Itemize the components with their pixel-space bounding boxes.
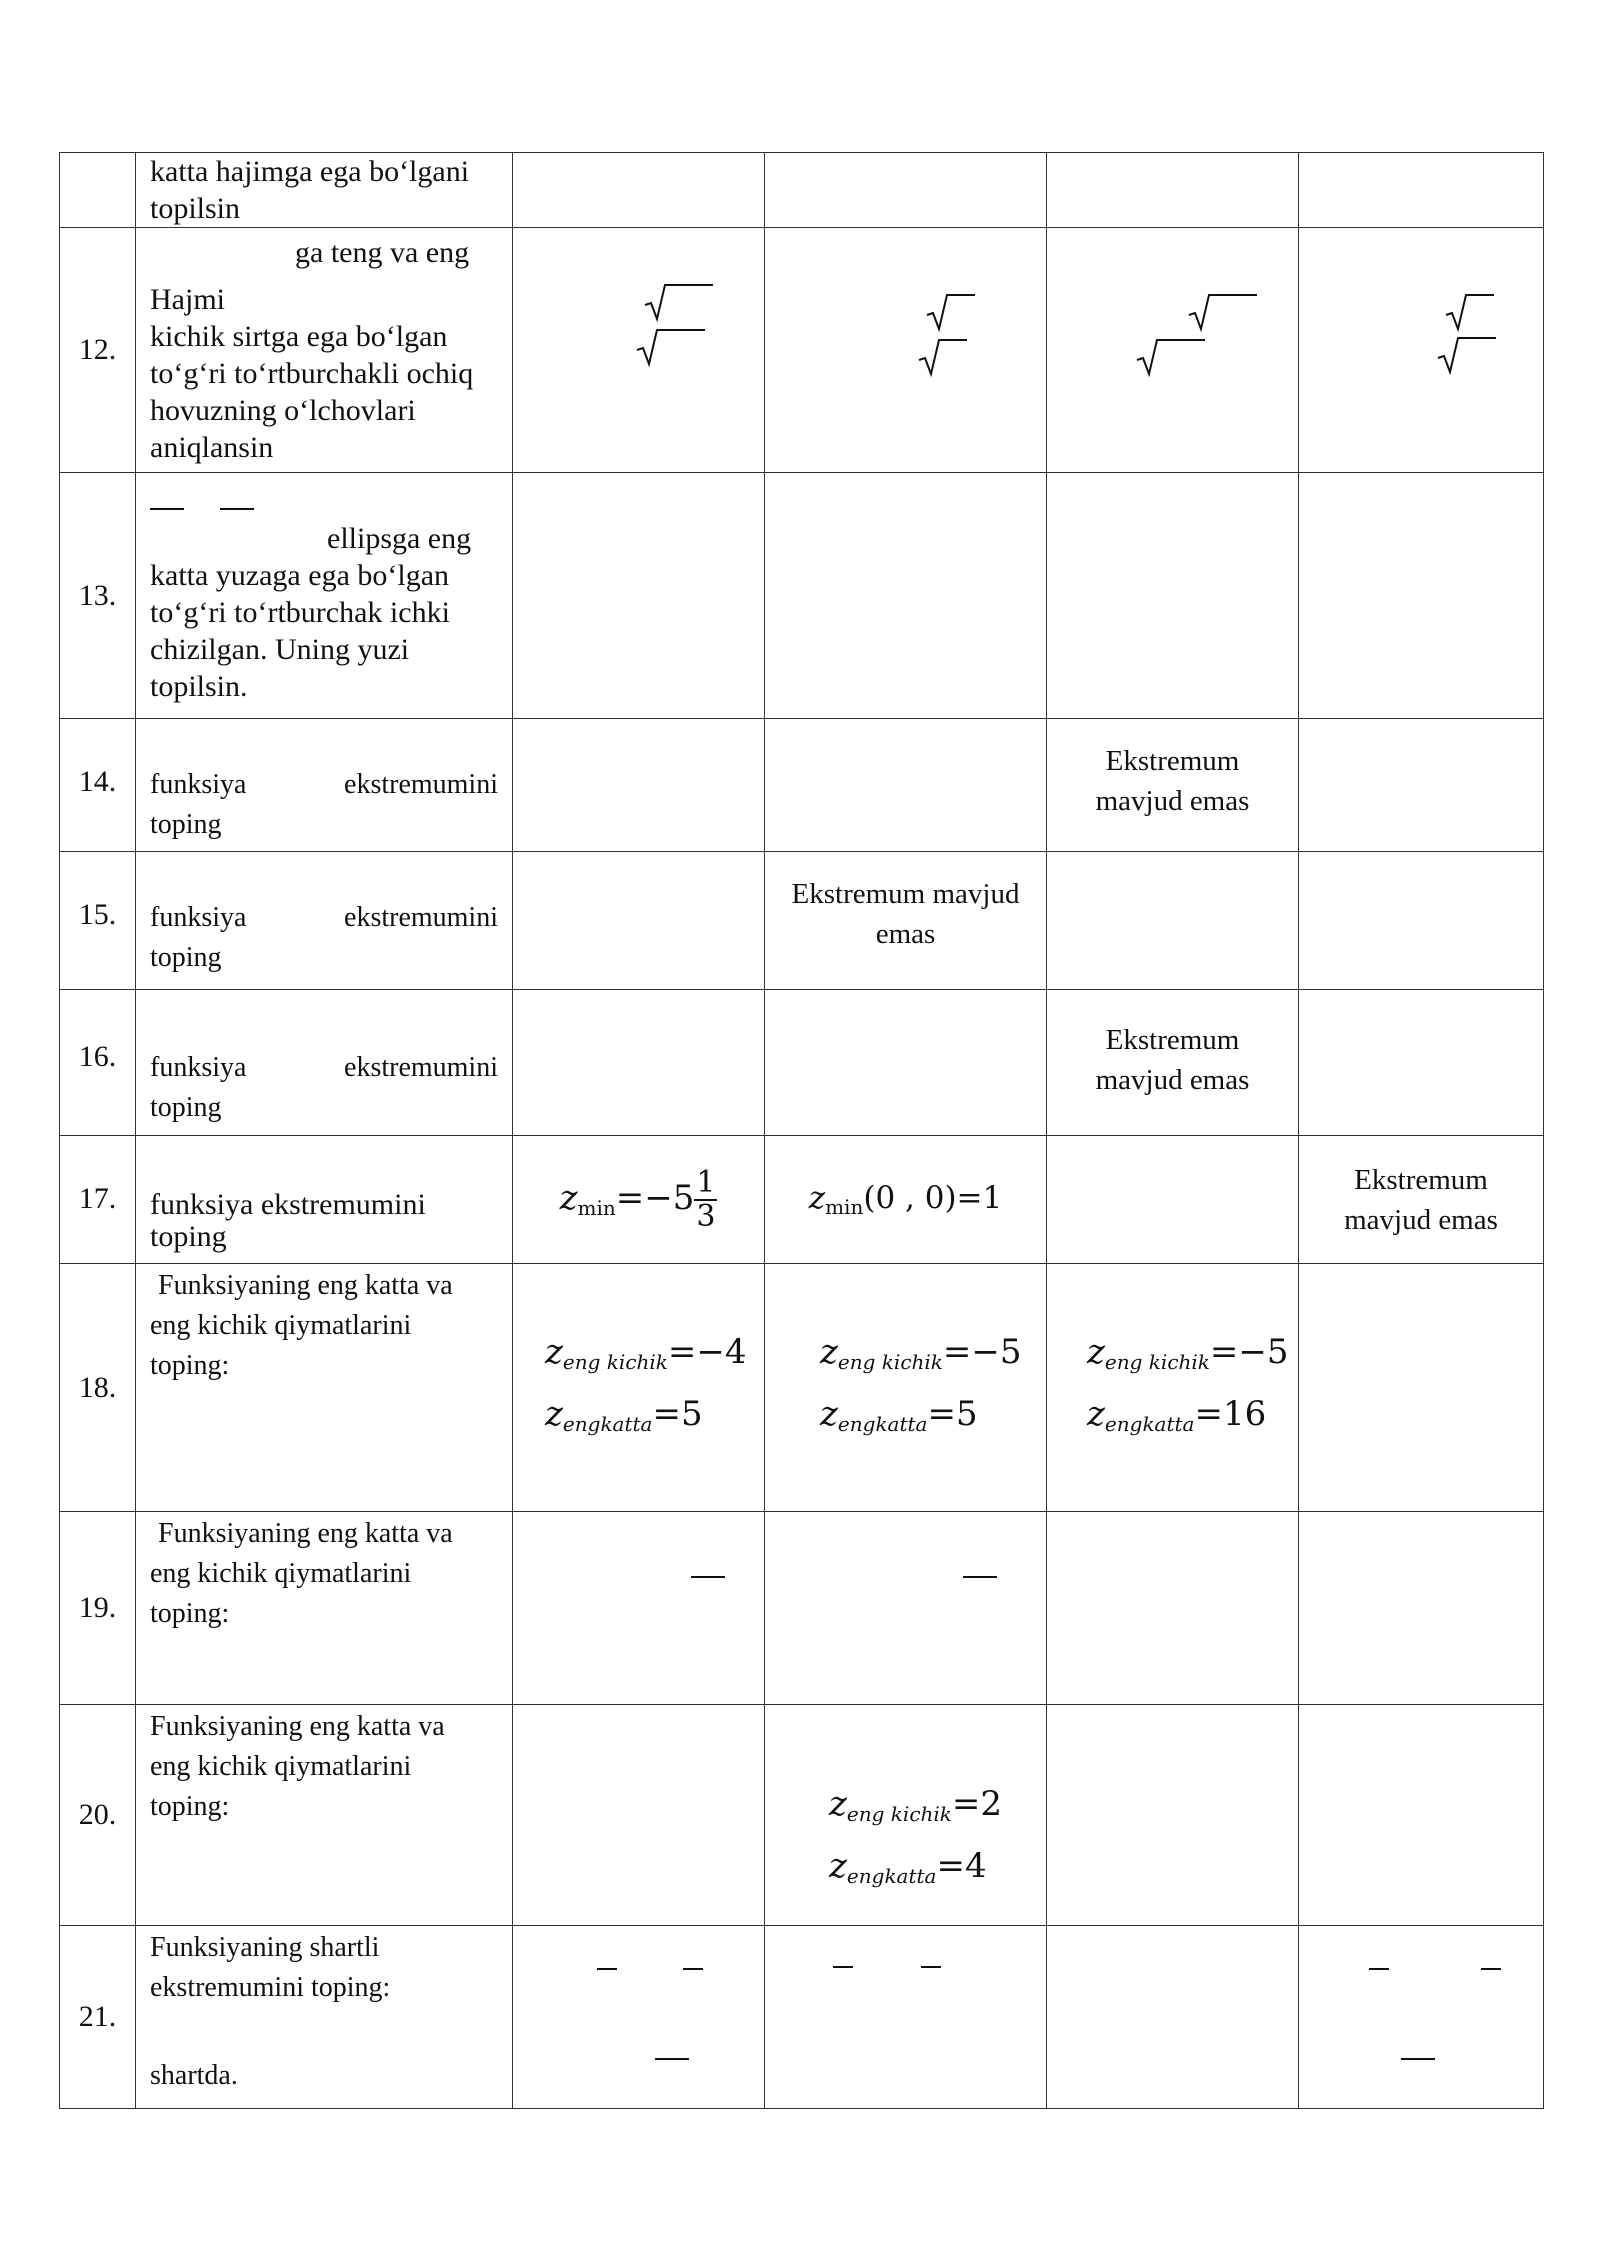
math-subscript: min — [577, 1195, 616, 1220]
row-number: 19. — [60, 1512, 136, 1705]
answer-formula — [820, 1326, 1046, 1450]
fraction-bar — [683, 1968, 703, 1970]
question-line: katta yuzaga ega bo‘lgan — [150, 559, 450, 592]
radical-icon — [643, 283, 713, 323]
row-number: 12. — [60, 228, 136, 473]
answer-formula — [559, 1164, 718, 1234]
fraction-denominator: 3 — [696, 1198, 716, 1234]
math-var: z — [808, 1180, 826, 1216]
math-var: z — [829, 1846, 847, 1886]
question-line: chizilgan. Uning yuzi — [150, 633, 410, 666]
question-word: funksiya — [150, 769, 247, 800]
math-subscript: engkatta — [562, 1411, 653, 1436]
math-subscript: eng kichik — [562, 1349, 668, 1374]
math-subscript: min — [825, 1195, 864, 1219]
question-line: Funksiyaning shartli — [150, 1932, 380, 1963]
answer-cell-b — [765, 719, 1047, 852]
fraction-bar — [833, 1966, 853, 1968]
table-row — [60, 1512, 1544, 1705]
question-cell — [136, 228, 513, 473]
math-value: =−4 — [667, 1331, 747, 1372]
question-line: ekstremumini toping: — [150, 1972, 391, 2003]
math-subscript: engkatta — [837, 1411, 928, 1436]
answer-cell-c — [1047, 1512, 1299, 1705]
answer-formula — [808, 1180, 1003, 1219]
question-line: hovuzning o‘lchovlari — [150, 394, 416, 427]
table-row — [60, 228, 1544, 473]
fraction-bar — [655, 2058, 689, 2060]
fraction-bar — [150, 508, 184, 510]
fraction-bar — [1369, 1968, 1389, 1970]
math-value: =16 — [1194, 1393, 1267, 1434]
answer-cell-d — [1299, 719, 1544, 852]
table-row — [60, 1264, 1544, 1512]
answer-cell-c — [1047, 473, 1299, 719]
row-number: 15. — [60, 852, 136, 990]
row-number: 14. — [60, 719, 136, 852]
row-number: 21. — [60, 1926, 136, 2109]
table-row — [60, 1705, 1544, 1926]
fraction-bar — [963, 1576, 997, 1578]
question-line: toping — [150, 1092, 222, 1123]
answer-cell-b — [765, 1926, 1047, 2109]
answer-text: Ekstremum mavjud emas — [1095, 745, 1250, 817]
math-subscript: engkatta — [846, 1864, 937, 1888]
question-word: ekstremumini — [344, 1052, 498, 1083]
question-line: topilsin — [150, 192, 241, 225]
radical-icon — [925, 293, 975, 333]
math-var: z — [1087, 1331, 1105, 1372]
answer-cell-d — [1299, 1264, 1544, 1512]
answer-cell-a — [513, 153, 765, 228]
answer-cell-a — [513, 1512, 765, 1705]
answer-cell-b — [765, 1264, 1047, 1512]
row-number: 18. — [60, 1264, 136, 1512]
question-line — [150, 1048, 498, 1088]
answer-cell-c — [1047, 1264, 1299, 1512]
answer-cell-c — [1047, 852, 1299, 990]
answer-cell-b — [765, 1705, 1047, 1926]
math-subscript: engkatta — [1104, 1411, 1195, 1436]
math-var: z — [820, 1393, 838, 1434]
question-word: funksiya — [150, 902, 247, 933]
question-line: kichik sirtga ega bo‘lgan — [150, 320, 448, 353]
answer-cell-a — [513, 228, 765, 473]
question-line: toping — [150, 809, 222, 840]
table-row — [60, 1136, 1544, 1264]
question-line: funksiya ekstremumini — [150, 1188, 426, 1221]
answer-cell-b — [765, 852, 1047, 990]
math-subscript: eng kichik — [1104, 1349, 1210, 1374]
math-value: =−5 — [615, 1177, 695, 1218]
math-var: z — [820, 1331, 838, 1372]
radical-icon — [635, 328, 705, 368]
question-cell — [136, 852, 513, 990]
table-row — [60, 1926, 1544, 2109]
math-value: =1 — [956, 1180, 1003, 1216]
fraction-bar — [691, 1576, 725, 1578]
question-line: to‘g‘ri to‘rtburchakli ochiq — [150, 357, 474, 390]
question-line: toping: — [150, 1791, 230, 1822]
row-number: 17. — [60, 1136, 136, 1264]
question-cell — [136, 1926, 513, 2109]
answer-cell-b — [765, 1136, 1047, 1264]
answer-cell-b — [765, 228, 1047, 473]
answer-cell-a — [513, 1136, 765, 1264]
table-row — [60, 719, 1544, 852]
answer-cell-d — [1299, 1512, 1544, 1705]
fraction-numerator: 1 — [696, 1164, 716, 1200]
answer-cell-a — [513, 473, 765, 719]
table-row — [60, 990, 1544, 1136]
fraction-bar — [597, 1968, 617, 1970]
row-number: 13. — [60, 473, 136, 719]
answer-cell-c — [1047, 228, 1299, 473]
answer-cell-a — [513, 1705, 765, 1926]
row-number: 16. — [60, 990, 136, 1136]
table-row — [60, 852, 1544, 990]
math-args: (0 , 0) — [863, 1180, 957, 1216]
answer-cell-d — [1299, 1926, 1544, 2109]
fraction-bar — [921, 1966, 941, 1968]
answer-text: Ekstremum mavjud emas — [1344, 1163, 1498, 1236]
question-line — [150, 765, 498, 805]
radical-icon — [1436, 336, 1496, 376]
table-row — [60, 153, 1544, 228]
answer-table — [59, 152, 1544, 2109]
answer-cell-b — [765, 990, 1047, 1136]
question-cell — [136, 990, 513, 1136]
answer-cell-d — [1299, 990, 1544, 1136]
question-line: toping — [150, 942, 222, 973]
answer-cell-b — [765, 153, 1047, 228]
math-value: =−5 — [1209, 1331, 1289, 1372]
fraction-bar — [220, 508, 254, 510]
question-cell — [136, 719, 513, 852]
question-line: Funksiyaning eng katta va — [158, 1518, 453, 1549]
question-line: eng kichik qiymatlarini — [150, 1751, 412, 1782]
answer-cell-c — [1047, 990, 1299, 1136]
question-line: Funksiyaning eng katta va — [150, 1711, 445, 1742]
math-subscript: eng kichik — [846, 1802, 952, 1826]
question-line: Funksiyaning eng katta va — [158, 1270, 453, 1301]
question-cell — [136, 1705, 513, 1926]
answer-cell-d — [1299, 852, 1544, 990]
answer-cell-d — [1299, 473, 1544, 719]
answer-cell-b — [765, 1512, 1047, 1705]
question-line: topilsin. — [150, 670, 248, 703]
row-number: 20. — [60, 1705, 136, 1926]
question-line — [150, 898, 498, 938]
answer-cell-d — [1299, 228, 1544, 473]
radical-icon — [1187, 293, 1257, 333]
question-line: to‘g‘ri to‘rtburchak ichki — [150, 596, 450, 629]
question-cell — [136, 1264, 513, 1512]
answer-cell-a — [513, 719, 765, 852]
answer-cell-c — [1047, 1705, 1299, 1926]
question-word: ekstremumini — [344, 769, 498, 800]
math-value: =5 — [652, 1393, 703, 1434]
radical-icon — [917, 338, 967, 378]
math-subscript: eng kichik — [837, 1349, 943, 1374]
row-number — [60, 153, 136, 228]
table-row — [60, 473, 1544, 719]
fraction-bar — [1401, 2058, 1435, 2060]
fraction-bars — [150, 486, 498, 520]
question-cell — [136, 473, 513, 719]
math-value: =5 — [927, 1393, 978, 1434]
answer-cell-a — [513, 990, 765, 1136]
question-cell — [136, 153, 513, 228]
answer-cell-d — [1299, 1136, 1544, 1264]
question-line: ellipsga eng — [327, 522, 472, 555]
answer-cell-a — [513, 1926, 765, 2109]
question-line: katta hajimga ega bo‘lgani — [150, 155, 470, 188]
math-value: =4 — [936, 1846, 987, 1886]
answer-formula — [829, 1778, 1046, 1902]
question-line: Hajmi — [150, 283, 225, 316]
math-var: z — [559, 1177, 578, 1218]
question-cell — [136, 1512, 513, 1705]
question-line: aniqlansin — [150, 431, 274, 464]
math-value: =2 — [951, 1784, 1003, 1824]
question-line: shartda. — [150, 2060, 238, 2091]
math-var: z — [545, 1393, 563, 1434]
question-line: toping: — [150, 1598, 230, 1629]
answer-cell-c — [1047, 153, 1299, 228]
answer-text: Ekstremum mavjud emas — [791, 878, 1020, 950]
answer-cell-b — [765, 473, 1047, 719]
question-line: eng kichik qiymatlarini — [150, 1558, 412, 1589]
answer-cell-d — [1299, 1705, 1544, 1926]
question-word: funksiya — [150, 1052, 247, 1083]
math-var: z — [1087, 1393, 1105, 1434]
math-var: z — [829, 1784, 847, 1824]
answer-cell-c — [1047, 1926, 1299, 2109]
question-word: ekstremumini — [344, 902, 498, 933]
answer-cell-c — [1047, 1136, 1299, 1264]
fraction-bar — [1481, 1968, 1501, 1970]
question-line: eng kichik qiymatlarini — [150, 1310, 412, 1341]
answer-cell-a — [513, 1264, 765, 1512]
radical-icon — [1444, 293, 1494, 333]
question-line: ga teng va eng — [295, 236, 470, 269]
answer-cell-d — [1299, 153, 1544, 228]
answer-formula — [545, 1326, 764, 1450]
answer-formula — [1087, 1326, 1298, 1450]
question-cell — [136, 1136, 513, 1264]
math-value: =−5 — [942, 1331, 1022, 1372]
answer-cell-a — [513, 852, 765, 990]
radical-icon — [1135, 338, 1205, 378]
answer-cell-c — [1047, 719, 1299, 852]
math-var: z — [545, 1331, 563, 1372]
answer-text: Ekstremum mavjud emas — [1095, 1024, 1250, 1096]
question-line: toping — [150, 1220, 227, 1253]
math-fraction — [694, 1164, 717, 1234]
question-line: toping: — [150, 1350, 230, 1381]
